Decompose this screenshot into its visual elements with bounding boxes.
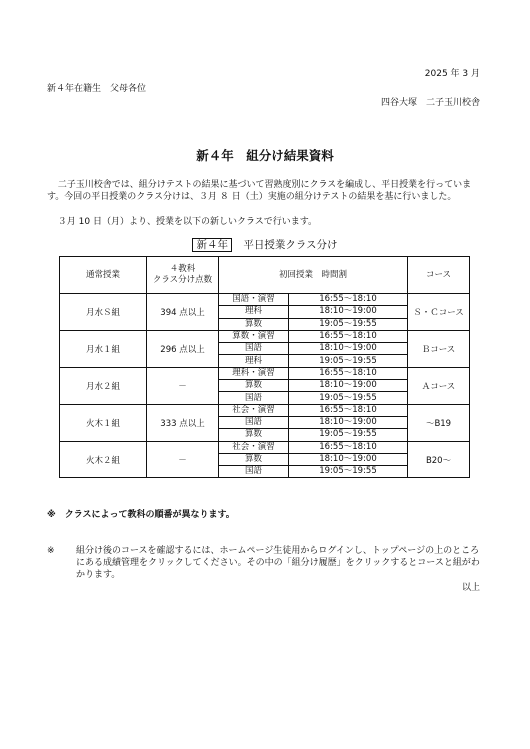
score-cell: 296 点以上 [147, 330, 219, 367]
course-cell: B20～ [408, 441, 470, 478]
header-score [147, 257, 219, 294]
table-row [60, 330, 470, 342]
course-cell: Ａコース [408, 367, 470, 404]
table-row [60, 441, 470, 453]
subject-cell: 社会・演習 [219, 404, 289, 416]
subject-cell: 社会・演習 [219, 441, 289, 453]
recipient-line: 新４年在籍生 父母各位 [47, 84, 147, 94]
document-title: 新４年 組分け結果資料 [196, 148, 334, 163]
table-header-row [60, 257, 470, 294]
time-cell: 19:05～19:55 [289, 318, 408, 330]
subject-cell: 国語 [219, 416, 289, 428]
course-cell: Ｓ・Ｃコース [408, 294, 470, 331]
time-cell: 18:10～19:00 [289, 306, 408, 318]
time-cell: 16:55～18:10 [289, 294, 408, 306]
time-cell: 18:10～19:00 [289, 380, 408, 392]
subject-cell: 算数・演習 [219, 330, 289, 342]
time-cell: 16:55～18:10 [289, 367, 408, 379]
table-row [60, 404, 470, 416]
caption-grade-box: 新４年 [192, 238, 232, 252]
subject-cell: 理科 [219, 355, 289, 367]
score-cell: － [147, 367, 219, 404]
time-cell: 16:55～18:10 [289, 441, 408, 453]
score-cell: － [147, 441, 219, 478]
time-cell: 19:05～19:55 [289, 466, 408, 478]
header-schedule: 初回授業 時間割 [219, 257, 408, 294]
course-check-text: 組分け後のコースを確認するには、ホームページ生徒用からログインし、トップページの上のところにある成績管理をクリックしてください。その中の「組分け履歴」をクリックするとコースと組がわかります。 [76, 546, 480, 580]
order-note: ※ クラスによって教科の順番が異なります。 [47, 510, 235, 520]
subject-cell: 算数 [219, 453, 289, 465]
time-cell: 16:55～18:10 [289, 330, 408, 342]
subject-cell: 国語・演習 [219, 294, 289, 306]
time-cell: 19:05～19:55 [289, 355, 408, 367]
score-cell: 333 点以上 [147, 404, 219, 441]
class-assignment-table [59, 256, 470, 478]
subject-cell: 国語 [219, 466, 289, 478]
class-name-cell: 月水１組 [60, 330, 147, 367]
table-caption [0, 237, 530, 252]
header-score-line2: クラス分け点数 [152, 275, 213, 285]
subject-cell: 国語 [219, 392, 289, 404]
time-cell: 18:10～19:00 [289, 453, 408, 465]
header-score-line1: ４教科 [169, 264, 196, 274]
intro-start-date: ３月 10 日（月）より、授業を以下の新しいクラスで行います。 [57, 217, 317, 227]
intro-paragraph: 二子玉川校舎では、組分けテストの結果に基づいて習熟度別にクラスを編成し、平日授業を行っています。今回の平日授業のクラス分けは、３月 ８ 日（土）実施の組分けテストの結果を基に行いました。 [47, 180, 472, 202]
subject-cell: 理科・演習 [219, 367, 289, 379]
class-name-cell: 月水２組 [60, 367, 147, 404]
subject-cell: 国語 [219, 343, 289, 355]
course-check-note [47, 545, 483, 581]
closing-mark: 以上 [461, 583, 480, 593]
document-date: 2025 年 3 月 [424, 69, 480, 79]
sender-line: 四谷大塚 二子玉川校舎 [380, 98, 480, 108]
header-class: 通常授業 [60, 257, 147, 294]
caption-text: 平日授業クラス分け [243, 239, 338, 251]
time-cell: 18:10～19:00 [289, 416, 408, 428]
table-row [60, 367, 470, 379]
class-name-cell: 火木１組 [60, 404, 147, 441]
score-cell: 394 点以上 [147, 294, 219, 331]
class-name-cell: 月水Ｓ組 [60, 294, 147, 331]
time-cell: 16:55～18:10 [289, 404, 408, 416]
note-mark: ※ [47, 546, 55, 556]
table-row [60, 294, 470, 306]
time-cell: 19:05～19:55 [289, 392, 408, 404]
class-name-cell: 火木２組 [60, 441, 147, 478]
subject-cell: 理科 [219, 306, 289, 318]
subject-cell: 算数 [219, 318, 289, 330]
course-cell: Ｂコース [408, 330, 470, 367]
subject-cell: 算数 [219, 380, 289, 392]
subject-cell: 算数 [219, 429, 289, 441]
time-cell: 18:10～19:00 [289, 343, 408, 355]
course-cell: ～B19 [408, 404, 470, 441]
time-cell: 19:05～19:55 [289, 429, 408, 441]
header-course: コース [408, 257, 470, 294]
